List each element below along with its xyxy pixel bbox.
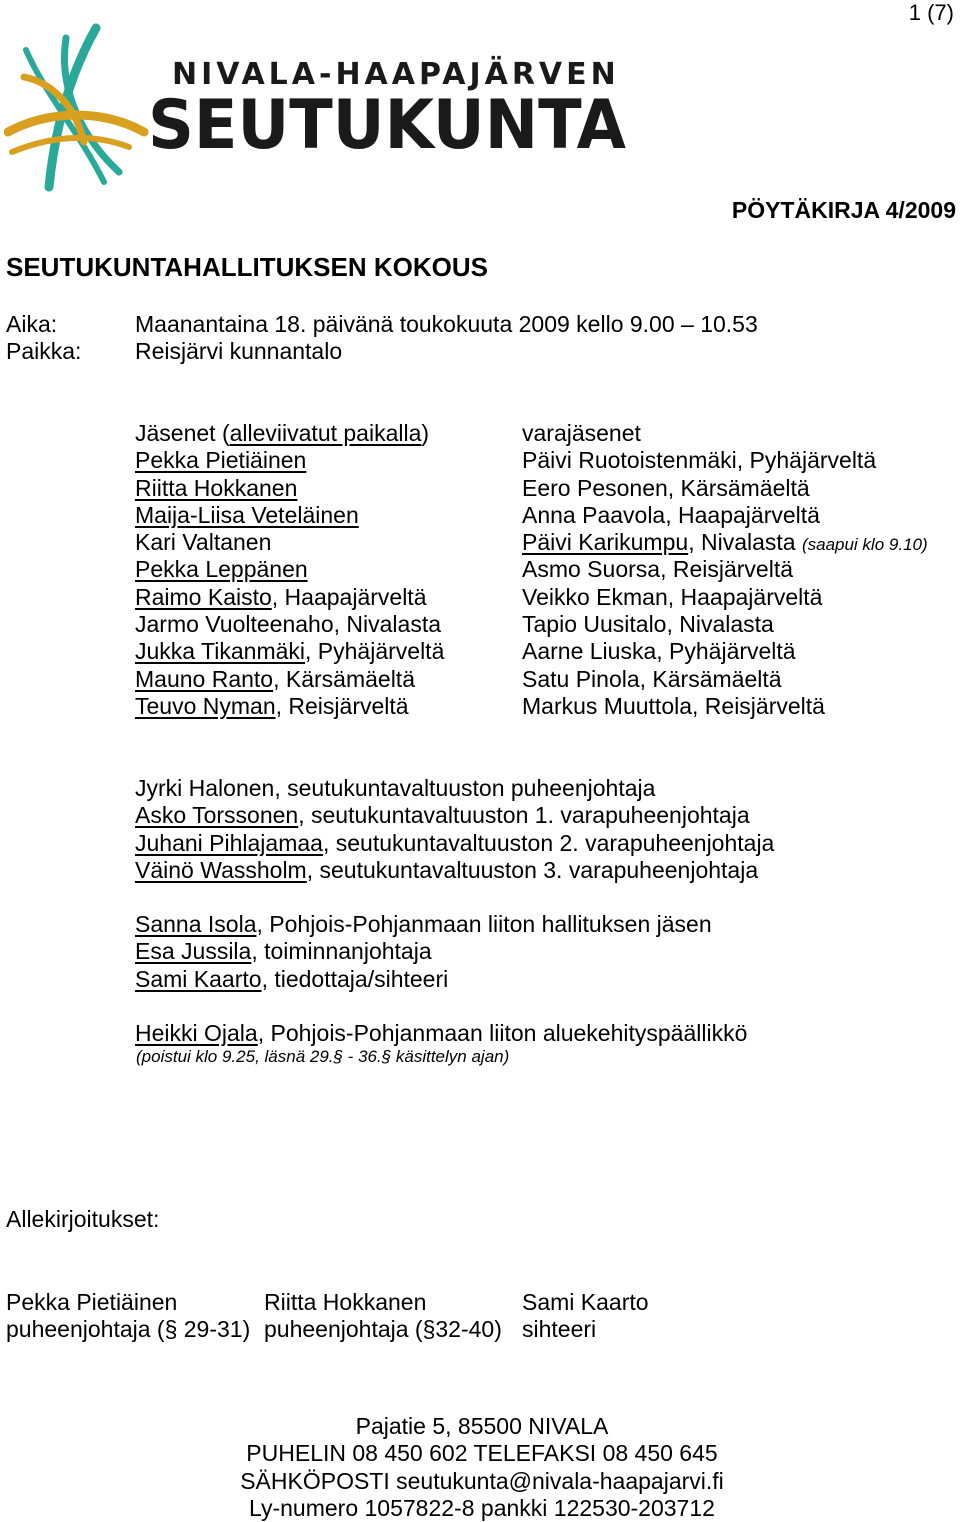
seutukunta-logo (4, 22, 628, 194)
member-item: Mauno Ranto, Kärsämäeltä (135, 665, 415, 692)
footer-business-id: Ly-numero 1057822-8 pankki 122530-203712 (249, 1494, 715, 1521)
planner-note: (poistui klo 9.25, läsnä 29.§ - 36.§ käsittelyn ajan) (136, 1047, 510, 1066)
deputy-item: Tapio Uusitalo, Nivalasta (522, 611, 774, 638)
deputy-item: Markus Muuttola, Reisjärveltä (522, 692, 825, 719)
deputy-item: Päivi Ruotoistenmäki, Pyhäjärveltä (522, 447, 877, 474)
document-label: PÖYTÄKIRJA 4/2009 (731, 197, 956, 223)
member-item: Jukka Tikanmäki, Pyhäjärveltä (135, 638, 445, 665)
others-list (135, 911, 712, 993)
signature-name: Riitta Hokkanen (264, 1289, 427, 1315)
members-header: Jäsenet (alleviivatut paikalla) (135, 420, 430, 446)
place-value: Reisjärvi kunnantalo (135, 338, 343, 364)
member-item: Pekka Leppänen (135, 556, 308, 583)
council-item: Jyrki Halonen, seutukuntavaltuuston puheenjohtaja (135, 775, 656, 801)
meeting-title: SEUTUKUNTAHALLITUKSEN KOKOUS (6, 252, 488, 282)
other-item: Esa Jussila, toiminnanjohtaja (135, 938, 432, 965)
signature-block (522, 1289, 649, 1344)
deputy-item: Anna Paavola, Haapajärveltä (522, 501, 820, 528)
council-item: Juhani Pihlajamaa, seutukuntavaltuuston 2. varapuheenjohtaja (135, 829, 775, 856)
signature-name: Pekka Pietiäinen (6, 1289, 178, 1315)
footer-phone: PUHELIN 08 450 602 TELEFAKSI 08 450 645 (246, 1440, 718, 1467)
time-value: Maanantaina 18. päivänä toukokuuta 2009 kello 9.00 – 10.53 (135, 311, 758, 337)
member-item: Riitta Hokkanen (135, 474, 298, 501)
deputies-list (522, 420, 928, 720)
deputy-item: Eero Pesonen, Kärsämäeltä (522, 474, 810, 501)
planner-item: Heikki Ojala, Pohjois-Pohjanmaan liiton aluekehityspäällikkö (135, 1020, 748, 1046)
member-item: Kari Valtanen (135, 529, 272, 556)
footer-address: Pajatie 5, 85500 NIVALA (355, 1413, 609, 1439)
arrival-note: (saapui klo 9.10) (801, 535, 928, 555)
page-number: 1 (7) (908, 0, 954, 25)
member-item: Jarmo Vuolteenaho, Nivalasta (135, 611, 441, 638)
signature-block (6, 1289, 250, 1344)
footer-contact (0, 1413, 960, 1522)
logo-line2: SEUTUKUNTA (148, 86, 627, 165)
time-label: Aika: (6, 311, 58, 337)
signature-block (264, 1289, 502, 1344)
signature-name: Sami Kaarto (522, 1289, 649, 1315)
deputy-item: Asmo Suorsa, Reisjärveltä (522, 556, 793, 583)
deputy-item: Päivi Karikumpu, Nivalasta (saapui klo 9.10) (522, 529, 928, 556)
council-item: Asko Torssonen, seutukuntavaltuuston 1. varapuheenjohtaja (135, 802, 750, 829)
place-label: Paikka: (6, 338, 82, 364)
member-item: Raimo Kaisto, Haapajärveltä (135, 583, 427, 610)
other-item: Sanna Isola, Pohjois-Pohjanmaan liiton hallituksen jäsen (135, 911, 712, 937)
deputy-item: Aarne Liuska, Pyhäjärveltä (522, 638, 796, 665)
signature-role: puheenjohtaja (§32-40) (264, 1316, 502, 1343)
deputy-item: Veikko Ekman, Haapajärveltä (522, 583, 823, 610)
member-item: Pekka Pietiäinen (135, 447, 307, 474)
signature-role: sihteeri (522, 1316, 597, 1343)
council-list (135, 775, 774, 884)
council-item: Väinö Wassholm, seutukuntavaltuuston 3. varapuheenjohtaja (135, 856, 759, 883)
other-item: Sami Kaarto, tiedottaja/sihteeri (135, 965, 449, 992)
member-item: Teuvo Nyman, Reisjärveltä (135, 692, 409, 719)
logo-line1: NIVALA-HAAPAJÄRVEN (172, 57, 620, 92)
signature-role: puheenjohtaja (§ 29-31) (6, 1316, 251, 1343)
deputy-item: Satu Pinola, Kärsämäeltä (522, 665, 782, 692)
deputies-header: varajäsenet (522, 420, 641, 446)
members-list (135, 420, 444, 720)
member-item: Maija-Liisa Veteläinen (135, 501, 359, 528)
signatures-label: Allekirjoitukset: (6, 1206, 160, 1232)
footer-email: SÄHKÖPOSTI seutukunta@nivala-haapajarvi.fi (240, 1467, 724, 1494)
logo-swoosh-icon (8, 28, 144, 187)
